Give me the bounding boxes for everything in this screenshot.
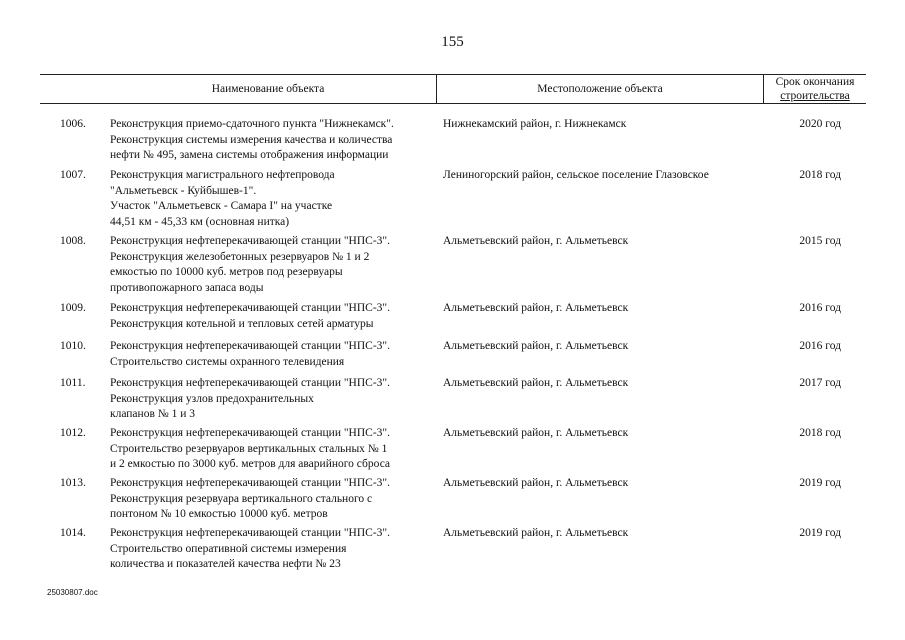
object-name-line: Строительство системы охранного телевидения — [110, 355, 345, 368]
table-header-rule — [40, 103, 866, 104]
object-location: Альметьевский район, г. Альметьевск — [443, 235, 629, 247]
completion-term: 2018 год — [799, 427, 841, 439]
completion-term: 2018 год — [799, 169, 841, 181]
completion-term: 2015 год — [799, 235, 841, 247]
object-name-line: нефти № 495, замена системы отображения информации — [110, 149, 389, 161]
object-name-line: Реконструкция нефтеперекачивающей станции "НПС-3". — [110, 340, 390, 352]
row-number: 1010. — [60, 340, 86, 352]
object-name-line: 44,51 км - 45,33 км (основная нитка) — [110, 215, 290, 228]
row-number: 1013. — [60, 477, 86, 489]
page-number: 155 — [441, 34, 464, 50]
object-name-line: Реконструкция нефтеперекачивающей станции "НПС-3". — [110, 427, 390, 439]
object-name — [110, 376, 435, 423]
object-location: Альметьевский район, г. Альметьевск — [443, 377, 629, 389]
object-name — [110, 168, 435, 230]
object-name-line: Строительство оперативной системы измерения — [110, 542, 347, 555]
object-name-line: Участок "Альметьевск - Самара I" на участке — [110, 200, 333, 212]
object-name — [110, 117, 435, 164]
completion-term: 2017 год — [799, 377, 841, 389]
object-location: Альметьевский район, г. Альметьевск — [443, 477, 629, 489]
row-number: 1012. — [60, 427, 86, 439]
row-number: 1014. — [60, 527, 86, 539]
object-name-line: емкостью по 10000 куб. метров под резервуары — [110, 266, 343, 278]
object-location: Альметьевский район, г. Альметьевск — [443, 340, 629, 352]
object-location: Альметьевский район, г. Альметьевск — [443, 527, 629, 539]
object-name-line: Реконструкция железобетонных резервуаров № 1 и 2 — [110, 250, 370, 263]
row-number: 1011. — [60, 377, 86, 389]
object-name-line: Реконструкция нефтеперекачивающей станции "НПС-3". — [110, 377, 390, 389]
object-name-line: Реконструкция магистрального нефтепровода — [110, 169, 335, 181]
completion-term: 2016 год — [799, 302, 841, 314]
header-term-line2: строительства — [780, 89, 850, 102]
object-name-line: "Альметьевск - Куйбышев-1". — [110, 184, 257, 197]
object-name — [110, 476, 435, 523]
object-name-line: Строительство резервуаров вертикальных стальных № 1 — [110, 442, 388, 455]
completion-term: 2019 год — [799, 477, 841, 489]
object-name — [110, 526, 435, 573]
object-name — [110, 301, 435, 332]
object-name — [110, 426, 435, 473]
file-name-footer: 25030807.doc — [47, 588, 98, 597]
object-name-line: Реконструкция котельной и тепловых сетей арматуры — [110, 317, 374, 330]
header-object-name: Наименование объекта — [211, 82, 325, 95]
object-name-line: и 2 емкостью по 3000 куб. метров для аварийного сброса — [110, 458, 391, 470]
object-name — [110, 234, 435, 296]
object-name-line: Реконструкция нефтеперекачивающей станции "НПС-3". — [110, 235, 390, 247]
object-name-line: Реконструкция нефтеперекачивающей станции "НПС-3". — [110, 477, 390, 489]
object-location: Альметьевский район, г. Альметьевск — [443, 302, 629, 314]
object-name-line: Реконструкция нефтеперекачивающей станции "НПС-3". — [110, 302, 390, 314]
header-object-location: Местоположение объекта — [537, 82, 663, 95]
object-name-line: количества и показателей качества нефти № 23 — [110, 558, 341, 570]
object-location: Нижнекамский район, г. Нижнекамск — [443, 118, 627, 130]
object-name-line: клапанов № 1 и 3 — [110, 408, 195, 420]
row-number: 1009. — [60, 302, 86, 314]
object-location: Альметьевский район, г. Альметьевск — [443, 427, 629, 439]
object-name-line: Реконструкция приемо-сдаточного пункта "Нижнекамск". — [110, 118, 394, 130]
object-name-line: понтоном № 10 емкостью 10000 куб. метров — [110, 508, 328, 520]
object-name-line: Реконструкция нефтеперекачивающей станции "НПС-3". — [110, 527, 390, 539]
header-term-line1: Срок окончания — [775, 75, 855, 88]
row-number: 1008. — [60, 235, 86, 247]
completion-term: 2016 год — [799, 340, 841, 352]
object-name — [110, 339, 435, 370]
object-location: Лениногорский район, сельское поселение Глазовское — [443, 169, 709, 181]
completion-term: 2020 год — [799, 118, 841, 130]
row-number: 1006. — [60, 118, 86, 130]
row-number: 1007. — [60, 169, 86, 181]
object-name-line: Реконструкция узлов предохранительных — [110, 392, 314, 405]
object-name-line: Реконструкция резервуара вертикального стального с — [110, 492, 373, 505]
object-name-line: противопожарного запаса воды — [110, 281, 264, 294]
header-completion-term — [764, 74, 866, 103]
completion-term: 2019 год — [799, 527, 841, 539]
object-name-line: Реконструкция системы измерения качества и количества — [110, 133, 393, 146]
